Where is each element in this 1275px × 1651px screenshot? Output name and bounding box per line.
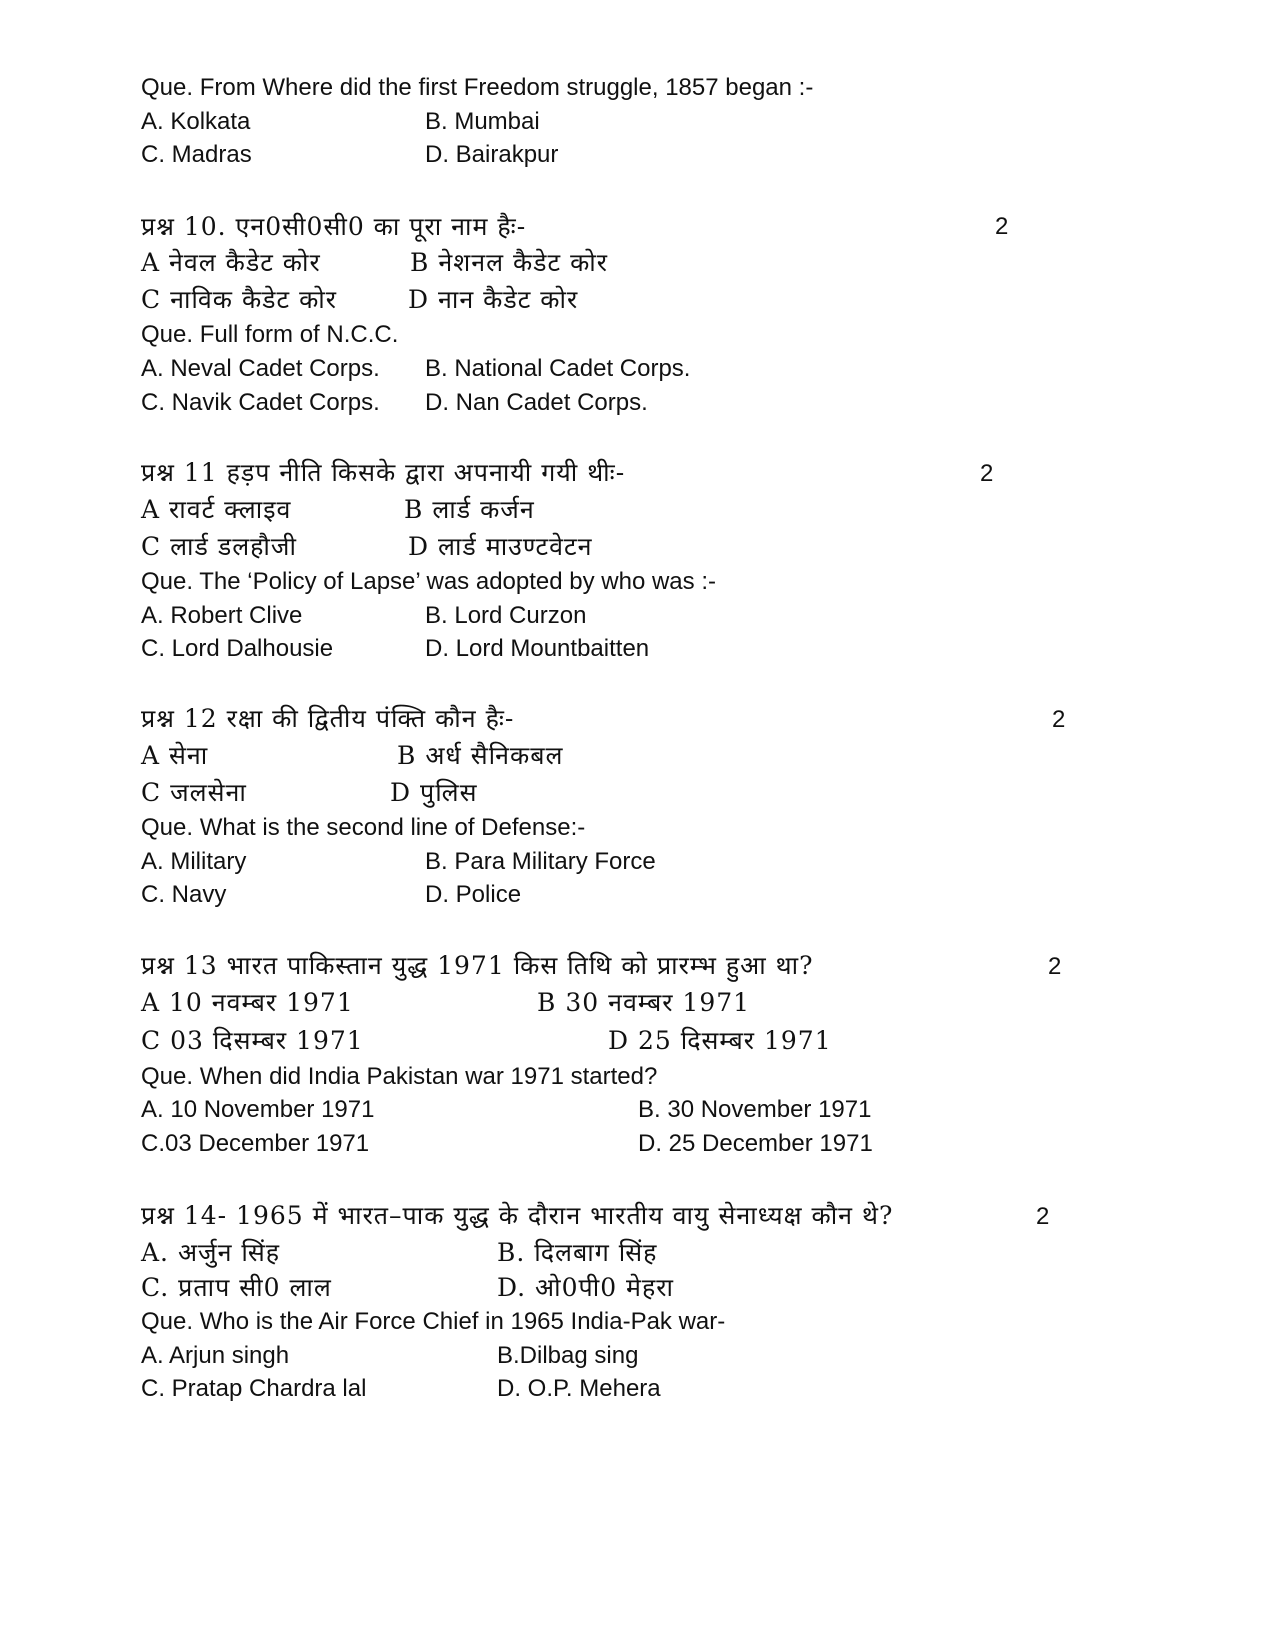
q11-en-option-a: A. Robert Clive (141, 602, 303, 629)
q14-hi-option-a: A. अर्जुन सिंह (141, 1238, 281, 1267)
q14-en-option-d: D. O.P. Mehera (497, 1375, 661, 1402)
q10-en-option-c: C. Navik Cadet Corps. (141, 389, 380, 416)
q10-en-option-a: A. Neval Cadet Corps. (141, 355, 380, 382)
q11-en-question: Que. The ‘Policy of Lapse’ was adopted by who was :- (141, 568, 716, 595)
q12-hi-option-d: D पुलिस (390, 778, 478, 807)
q12-hi-option-b: B अर्ध सैनिकबल (397, 741, 564, 770)
q12-hi-option-a: A सेना (141, 741, 209, 770)
q11-en-option-c: C. Lord Dalhousie (141, 635, 334, 662)
q12-en-question: Que. What is the second line of Defense:- (141, 814, 586, 841)
q12-en-option-d: D. Police (425, 881, 522, 908)
q13-hi-option-b: B 30 नवम्बर 1971 (537, 988, 751, 1017)
q12-en-option-b: B. Para Military Force (425, 848, 656, 875)
q13-en-option-b: B. 30 November 1971 (638, 1096, 872, 1123)
q13-hi-option-d: D 25 दिसम्बर 1971 (608, 1026, 832, 1055)
q10-en-question: Que. Full form of N.C.C. (141, 321, 399, 348)
q13-hi-question: प्रश्न 13 भारत पाकिस्तान युद्ध 1971 किस तिथि को प्रारम्भ हुआ था? (141, 951, 814, 980)
q10-en-option-b: B. National Cadet Corps. (425, 355, 691, 382)
q13-en-question: Que. When did India Pakistan war 1971 started? (141, 1063, 658, 1090)
q13-en-option-c: C.03 December 1971 (141, 1130, 370, 1157)
q9-en-option-a: A. Kolkata (141, 108, 251, 135)
q14-hi-option-b: B. दिलबाग सिंह (497, 1238, 658, 1267)
q14-hi-option-c: C. प्रताप सी0 लाल (141, 1273, 332, 1302)
q12-hi-question: प्रश्न 12 रक्षा की द्वितीय पंक्ति कौन हैः- (141, 704, 515, 733)
q11-en-option-b: B. Lord Curzon (425, 602, 587, 629)
q14-hi-option-d: D. ओ0पी0 मेहरा (497, 1273, 674, 1302)
q9-en-option-c: C. Madras (141, 141, 252, 168)
q13-en-option-d: D. 25 December 1971 (638, 1130, 873, 1157)
q13-en-option-a: A. 10 November 1971 (141, 1096, 375, 1123)
q11-en-option-d: D. Lord Mountbaitten (425, 635, 650, 662)
q10-hi-option-b: B नेशनल कैडेट कोर (410, 248, 608, 277)
q12-hi-option-c: C जलसेना (141, 778, 247, 807)
q12-marks: 2 (1052, 706, 1066, 733)
q11-hi-option-a: A रावर्ट क्लाइव (141, 495, 292, 524)
q13-hi-option-a: A 10 नवम्बर 1971 (141, 988, 354, 1017)
q11-hi-question: प्रश्न 11 हड़प नीति किसके द्वारा अपनायी गयी थीः- (141, 458, 626, 487)
q10-hi-option-a: A नेवल कैडेट कोर (141, 248, 321, 277)
q10-en-option-d: D. Nan Cadet Corps. (425, 389, 648, 416)
q10-hi-option-d: D नान कैडेट कोर (408, 285, 579, 314)
q9-en-question: Que. From Where did the first Freedom struggle, 1857 began :- (141, 74, 814, 101)
q14-en-option-b: B.Dilbag sing (497, 1342, 639, 1369)
q13-hi-option-c: C 03 दिसम्बर 1971 (141, 1026, 364, 1055)
q9-en-option-b: B. Mumbai (425, 108, 540, 135)
q11-hi-option-d: D लार्ड माउण्टवेटन (408, 532, 593, 561)
q10-hi-option-c: C नाविक कैडेट कोर (141, 285, 337, 314)
q14-en-question: Que. Who is the Air Force Chief in 1965 India-Pak war- (141, 1308, 726, 1335)
q14-marks: 2 (1036, 1203, 1050, 1230)
q14-en-option-c: C. Pratap Chardra lal (141, 1375, 367, 1402)
q11-hi-option-c: C लार्ड डलहौजी (141, 532, 297, 561)
q11-hi-option-b: B लार्ड कर्जन (404, 495, 535, 524)
q9-en-option-d: D. Bairakpur (425, 141, 559, 168)
q13-marks: 2 (1048, 953, 1062, 980)
q10-marks: 2 (995, 213, 1009, 240)
q12-en-option-a: A. Military (141, 848, 247, 875)
q14-en-option-a: A. Arjun singh (141, 1342, 290, 1369)
q10-hi-question: प्रश्न 10. एन0सी0सी0 का पूरा नाम हैः- (141, 212, 527, 241)
q14-hi-question: प्रश्न 14- 1965 में भारत–पाक युद्ध के दौरान भारतीय वायु सेनाध्यक्ष कौन थे? (141, 1201, 894, 1230)
q12-en-option-c: C. Navy (141, 881, 227, 908)
q11-marks: 2 (980, 460, 994, 487)
